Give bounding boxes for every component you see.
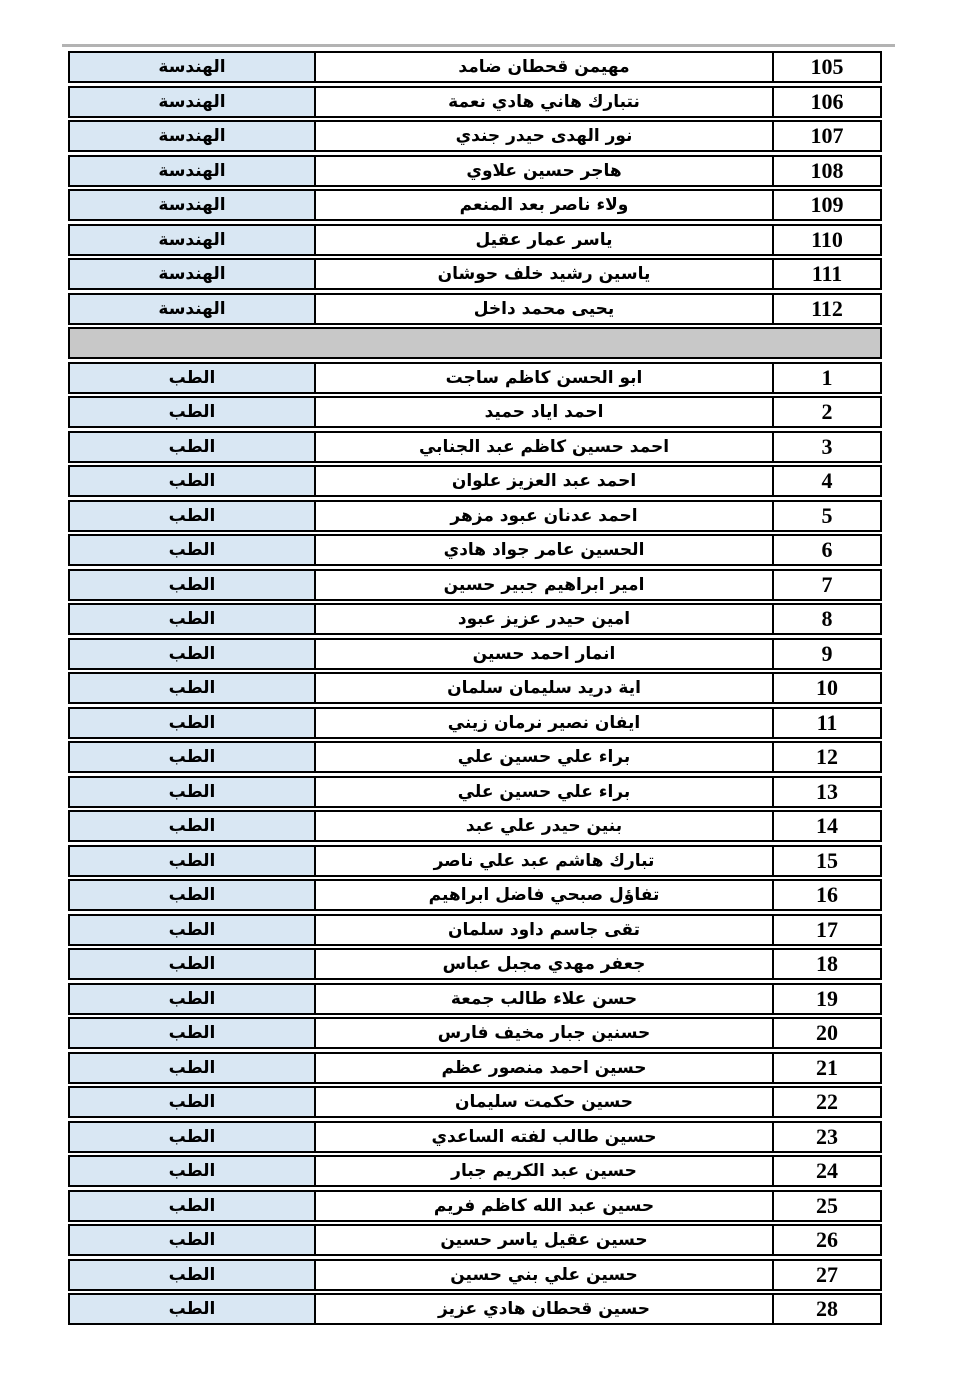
student-name-cell: مهيمن قحطان ضامد bbox=[314, 53, 772, 81]
serial-number-cell: 105 bbox=[772, 53, 880, 81]
table-row bbox=[68, 1017, 882, 1049]
department-cell: الطب bbox=[70, 709, 314, 737]
serial-number-cell: 25 bbox=[772, 1192, 880, 1220]
department-cell: الطب bbox=[70, 433, 314, 461]
section-separator-row bbox=[68, 327, 882, 359]
serial-number-cell: 11 bbox=[772, 709, 880, 737]
student-name-cell: حسين احمد منصور عظم bbox=[314, 1054, 772, 1082]
serial-number-cell: 1 bbox=[772, 364, 880, 392]
serial-number-cell: 23 bbox=[772, 1123, 880, 1151]
department-cell: الطب bbox=[70, 502, 314, 530]
serial-number-cell: 22 bbox=[772, 1088, 880, 1116]
table-row bbox=[68, 569, 882, 601]
table-row bbox=[68, 845, 882, 877]
department-cell: الطب bbox=[70, 536, 314, 564]
serial-number-cell: 27 bbox=[772, 1261, 880, 1289]
table-row bbox=[68, 51, 882, 83]
roster-table bbox=[68, 51, 882, 1328]
student-name-cell: تقى جاسم داود سلمان bbox=[314, 916, 772, 944]
department-cell: الطب bbox=[70, 985, 314, 1013]
department-cell: الطب bbox=[70, 812, 314, 840]
serial-number-cell: 111 bbox=[772, 260, 880, 288]
department-cell: الطب bbox=[70, 605, 314, 633]
student-name-cell: حسن علاء طالب جمعة bbox=[314, 985, 772, 1013]
student-name-cell: ياسر عمار عقيل bbox=[314, 226, 772, 254]
department-cell: الهندسة bbox=[70, 295, 314, 323]
department-cell: الطب bbox=[70, 881, 314, 909]
table-row bbox=[68, 120, 882, 152]
serial-number-cell: 6 bbox=[772, 536, 880, 564]
department-cell: الهندسة bbox=[70, 226, 314, 254]
department-cell: الهندسة bbox=[70, 53, 314, 81]
serial-number-cell: 109 bbox=[772, 191, 880, 219]
department-cell: الطب bbox=[70, 1054, 314, 1082]
table-row bbox=[68, 1224, 882, 1256]
student-name-cell: حسين قحطان هادي عزيز bbox=[314, 1295, 772, 1323]
student-name-cell: احمد اياد حميد bbox=[314, 398, 772, 426]
student-name-cell: حسين عبد الكريم جبار bbox=[314, 1157, 772, 1185]
department-cell: الطب bbox=[70, 1019, 314, 1047]
department-cell: الطب bbox=[70, 916, 314, 944]
student-name-cell: ولاء ناصر بعد المنعم bbox=[314, 191, 772, 219]
department-cell: الطب bbox=[70, 950, 314, 978]
table-row bbox=[68, 396, 882, 428]
department-cell: الهندسة bbox=[70, 191, 314, 219]
student-name-cell: حسين عقيل ياسر حسين bbox=[314, 1226, 772, 1254]
table-row bbox=[68, 1259, 882, 1291]
table-row bbox=[68, 1052, 882, 1084]
student-name-cell: حسين علي بني حسين bbox=[314, 1261, 772, 1289]
table-row bbox=[68, 465, 882, 497]
department-cell: الطب bbox=[70, 364, 314, 392]
student-name-cell: احمد عبد العزيز علوان bbox=[314, 467, 772, 495]
serial-number-cell: 10 bbox=[772, 674, 880, 702]
student-name-cell: ياسين رشيد خلف حوشان bbox=[314, 260, 772, 288]
department-cell: الهندسة bbox=[70, 260, 314, 288]
department-cell: الهندسة bbox=[70, 88, 314, 116]
serial-number-cell: 106 bbox=[772, 88, 880, 116]
serial-number-cell: 107 bbox=[772, 122, 880, 150]
department-cell: الطب bbox=[70, 1088, 314, 1116]
department-cell: الطب bbox=[70, 778, 314, 806]
table-row bbox=[68, 776, 882, 808]
table-row bbox=[68, 155, 882, 187]
cropped-row-edge bbox=[62, 44, 895, 47]
student-name-cell: ابو الحسن كاظم ساجت bbox=[314, 364, 772, 392]
table-row bbox=[68, 362, 882, 394]
student-name-cell: حسين حكمت سليمان bbox=[314, 1088, 772, 1116]
serial-number-cell: 21 bbox=[772, 1054, 880, 1082]
department-cell: الطب bbox=[70, 847, 314, 875]
student-name-cell: حسنين جبار مخيف فارس bbox=[314, 1019, 772, 1047]
table-row bbox=[68, 603, 882, 635]
student-name-cell: تفاؤل صبحي فاضل ابراهيم bbox=[314, 881, 772, 909]
table-row bbox=[68, 879, 882, 911]
table-row bbox=[68, 948, 882, 980]
table-row bbox=[68, 638, 882, 670]
student-name-cell: براء علي حسين علي bbox=[314, 743, 772, 771]
table-row bbox=[68, 431, 882, 463]
student-name-cell: احمد عدنان عبود مزهر bbox=[314, 502, 772, 530]
serial-number-cell: 108 bbox=[772, 157, 880, 185]
serial-number-cell: 16 bbox=[772, 881, 880, 909]
table-row bbox=[68, 914, 882, 946]
student-name-cell: نور الهدى حيدر جندي bbox=[314, 122, 772, 150]
table-row bbox=[68, 534, 882, 566]
student-name-cell: هاجر حسين علاوي bbox=[314, 157, 772, 185]
serial-number-cell: 8 bbox=[772, 605, 880, 633]
department-cell: الطب bbox=[70, 1295, 314, 1323]
student-name-cell: الحسين عامر جواد هادي bbox=[314, 536, 772, 564]
student-name-cell: براء علي حسين علي bbox=[314, 778, 772, 806]
student-name-cell: بنين حيدر علي عبد bbox=[314, 812, 772, 840]
table-row bbox=[68, 1155, 882, 1187]
student-name-cell: اية دريد سليمان سلمان bbox=[314, 674, 772, 702]
serial-number-cell: 14 bbox=[772, 812, 880, 840]
table-row bbox=[68, 983, 882, 1015]
department-cell: الطب bbox=[70, 640, 314, 668]
department-cell: الهندسة bbox=[70, 157, 314, 185]
table-row bbox=[68, 707, 882, 739]
student-name-cell: نتبارك هاني هادي نعمة bbox=[314, 88, 772, 116]
student-name-cell: حسين طالب لفته الساعدي bbox=[314, 1123, 772, 1151]
serial-number-cell: 28 bbox=[772, 1295, 880, 1323]
table-row bbox=[68, 258, 882, 290]
serial-number-cell: 15 bbox=[772, 847, 880, 875]
serial-number-cell: 9 bbox=[772, 640, 880, 668]
department-cell: الطب bbox=[70, 1261, 314, 1289]
department-cell: الطب bbox=[70, 467, 314, 495]
department-cell: الطب bbox=[70, 1157, 314, 1185]
table-row bbox=[68, 810, 882, 842]
student-name-cell: حسين عبد الله كاظم فريم bbox=[314, 1192, 772, 1220]
student-name-cell: احمد حسين كاظم عبد الجنابي bbox=[314, 433, 772, 461]
table-row bbox=[68, 1086, 882, 1118]
serial-number-cell: 17 bbox=[772, 916, 880, 944]
serial-number-cell: 24 bbox=[772, 1157, 880, 1185]
student-name-cell: امين حيدر عزيز عبود bbox=[314, 605, 772, 633]
department-cell: الطب bbox=[70, 1123, 314, 1151]
serial-number-cell: 112 bbox=[772, 295, 880, 323]
table-row bbox=[68, 1121, 882, 1153]
student-name-cell: تبارك هاشم عبد علي ناصر bbox=[314, 847, 772, 875]
serial-number-cell: 7 bbox=[772, 571, 880, 599]
serial-number-cell: 2 bbox=[772, 398, 880, 426]
student-name-cell: امير ابراهيم جبير حسين bbox=[314, 571, 772, 599]
serial-number-cell: 18 bbox=[772, 950, 880, 978]
department-cell: الطب bbox=[70, 1226, 314, 1254]
table-row bbox=[68, 86, 882, 118]
student-name-cell: يحيى محمد داخل bbox=[314, 295, 772, 323]
serial-number-cell: 20 bbox=[772, 1019, 880, 1047]
serial-number-cell: 26 bbox=[772, 1226, 880, 1254]
serial-number-cell: 110 bbox=[772, 226, 880, 254]
department-cell: الهندسة bbox=[70, 122, 314, 150]
table-row bbox=[68, 500, 882, 532]
student-name-cell: جعفر مهدي مجبل عباس bbox=[314, 950, 772, 978]
serial-number-cell: 19 bbox=[772, 985, 880, 1013]
table-row bbox=[68, 1190, 882, 1222]
serial-number-cell: 13 bbox=[772, 778, 880, 806]
department-cell: الطب bbox=[70, 398, 314, 426]
student-name-cell: ايفان نصير نرمان زيني bbox=[314, 709, 772, 737]
table-row bbox=[68, 293, 882, 325]
table-row bbox=[68, 189, 882, 221]
serial-number-cell: 4 bbox=[772, 467, 880, 495]
table-row bbox=[68, 224, 882, 256]
table-row bbox=[68, 1293, 882, 1325]
table-row bbox=[68, 741, 882, 773]
serial-number-cell: 12 bbox=[772, 743, 880, 771]
serial-number-cell: 5 bbox=[772, 502, 880, 530]
serial-number-cell: 3 bbox=[772, 433, 880, 461]
department-cell: الطب bbox=[70, 743, 314, 771]
department-cell: الطب bbox=[70, 1192, 314, 1220]
table-row bbox=[68, 672, 882, 704]
department-cell: الطب bbox=[70, 571, 314, 599]
department-cell: الطب bbox=[70, 674, 314, 702]
student-name-cell: انمار احمد حسين bbox=[314, 640, 772, 668]
